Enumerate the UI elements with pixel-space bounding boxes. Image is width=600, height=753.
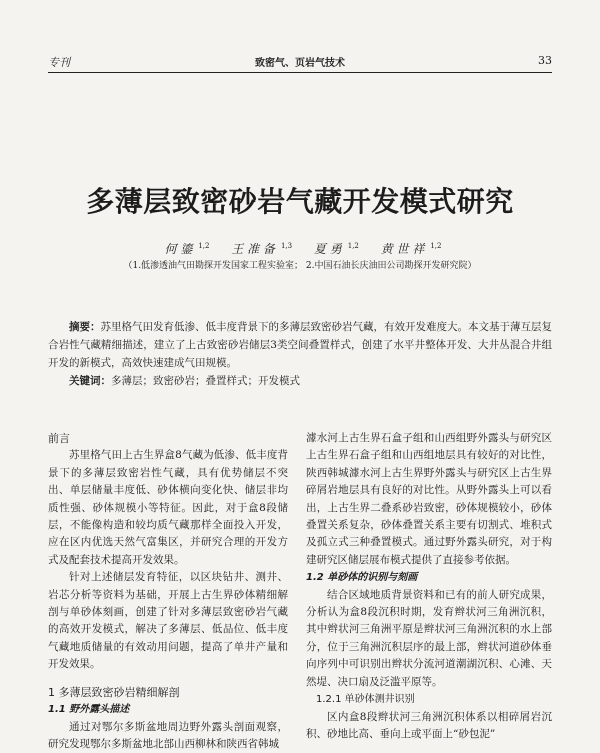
subsection-heading-1-2: 1.2 单砂体的识别与刻画: [306, 569, 552, 586]
paragraph: 结合区域地质背景资料和已有的前人研究成果，分析认为盒8段沉积时期，发育辫状河三角洲沉积，其中辫状河三角洲平原是辫状河三角洲沉积的水上部分，位于三角洲沉积层序的最上部，辫状河道砂体垂向序列中可识别出辫状分流河道潮湖沉积、心滩、天然堤、决口扇及泛滥平原等。: [306, 587, 552, 691]
section-heading-intro: 前言: [48, 430, 288, 447]
keywords-label: 关键词：: [69, 375, 111, 387]
paper-title: 多薄层致密砂岩气藏开发模式研究: [40, 180, 560, 220]
paragraph: 区内盒8段辫状河三角洲沉积体系以相碎屑岩沉积、砂地比高、垂向上或平面上“砂包泥”: [306, 709, 552, 744]
header-journal-section: 专刊: [48, 54, 70, 70]
keywords: [48, 372, 552, 390]
paragraph: 苏里格气田上古生界盒8气藏为低渗、低丰度背景下的多薄层致密岩性气藏，具有优势储层不突出、单层储量丰度低、砂体横向变化快、储层非均质性强、砂体规模小等特征。因此，对于盒8段储层，不能像构造和较均质气藏那样全面投入开发，应在区内优选天然气富集区，并研究合理的开发方式及配套技术提高开发效果。: [48, 447, 288, 569]
keywords-text: 多薄层；致密砂岩；叠置样式；开发模式: [111, 375, 300, 387]
running-header: [48, 52, 552, 70]
header-topic: 致密气、页岩气技术: [48, 54, 552, 69]
author: 夏 勇 $^{1,2}$: [308, 242, 359, 256]
paragraph: 澽水河上古生界石盒子组和山西组野外露头与研究区上古生界石盒子组和山西组地层具有较好的对比性，陕西韩城澽水河上古生界野外露头与研究区上古生界碎屑岩地层具有良好的对比性。从野外露头上可以看出，上古生界二叠系砂岩致密，砂体规模较小，砂体叠置关系复杂，砂体叠置关系主要有切割式、堆积式及孤立式三种叠置模式。通过野外露头研究，对于构建研究区储层展布模式提供了直接参考依据。: [306, 430, 552, 569]
subsubsection-heading-1-2-1: 1.2.1 单砂体测井识别: [306, 691, 552, 708]
author: 王 准 备 $^{1,3}$: [225, 242, 292, 256]
right-column: [306, 430, 552, 743]
page-number: 33: [538, 54, 552, 67]
header-rule: [48, 72, 552, 73]
paragraph: 针对上述储层发育特征，以区块钻井、测井、岩芯分析等资料为基础，开展上古生界砂体精细解剖与单砂体刻画，创建了针对多薄层致密砂岩气藏的高效开发模式，解决了多薄层、低品位、低丰度气藏地质储量的有效动用问题，提高了单井产量和开发效果。: [48, 569, 288, 673]
affiliation: （1.低渗透油气田勘探开发国家工程实验室； 2.中国石油长庆油田公司勘探开发研究院）: [60, 258, 540, 271]
author-list: [60, 240, 540, 257]
abstract: [48, 318, 552, 372]
left-column: [48, 430, 288, 753]
abstract-label: 摘要：: [69, 321, 101, 333]
abstract-text: 苏里格气田发育低渗、低丰度背景下的多薄层致密砂岩气藏，有效开发难度大。本文基于薄互层复合岩性气藏精细描述，建立了上古致密砂岩储层3类空间叠置样式，创建了水平井整体开发、大井丛混合井组开发的新模式，高效快速建成气田规模。: [48, 321, 552, 369]
subsection-heading-1-1: 1.1 野外露头描述: [48, 701, 288, 718]
paragraph: 通过对鄂尔多斯盆地周边野外露头剖面观察，研究发现鄂尔多斯盆地北部山西柳林和陕西省韩城: [48, 719, 288, 753]
author: 何 鎏 $^{1,2}$: [159, 242, 210, 256]
section-heading-1: 1 多薄层致密砂岩精细解剖: [48, 684, 288, 701]
author: 黄 世 祥 $^{1,2}$: [375, 242, 442, 256]
